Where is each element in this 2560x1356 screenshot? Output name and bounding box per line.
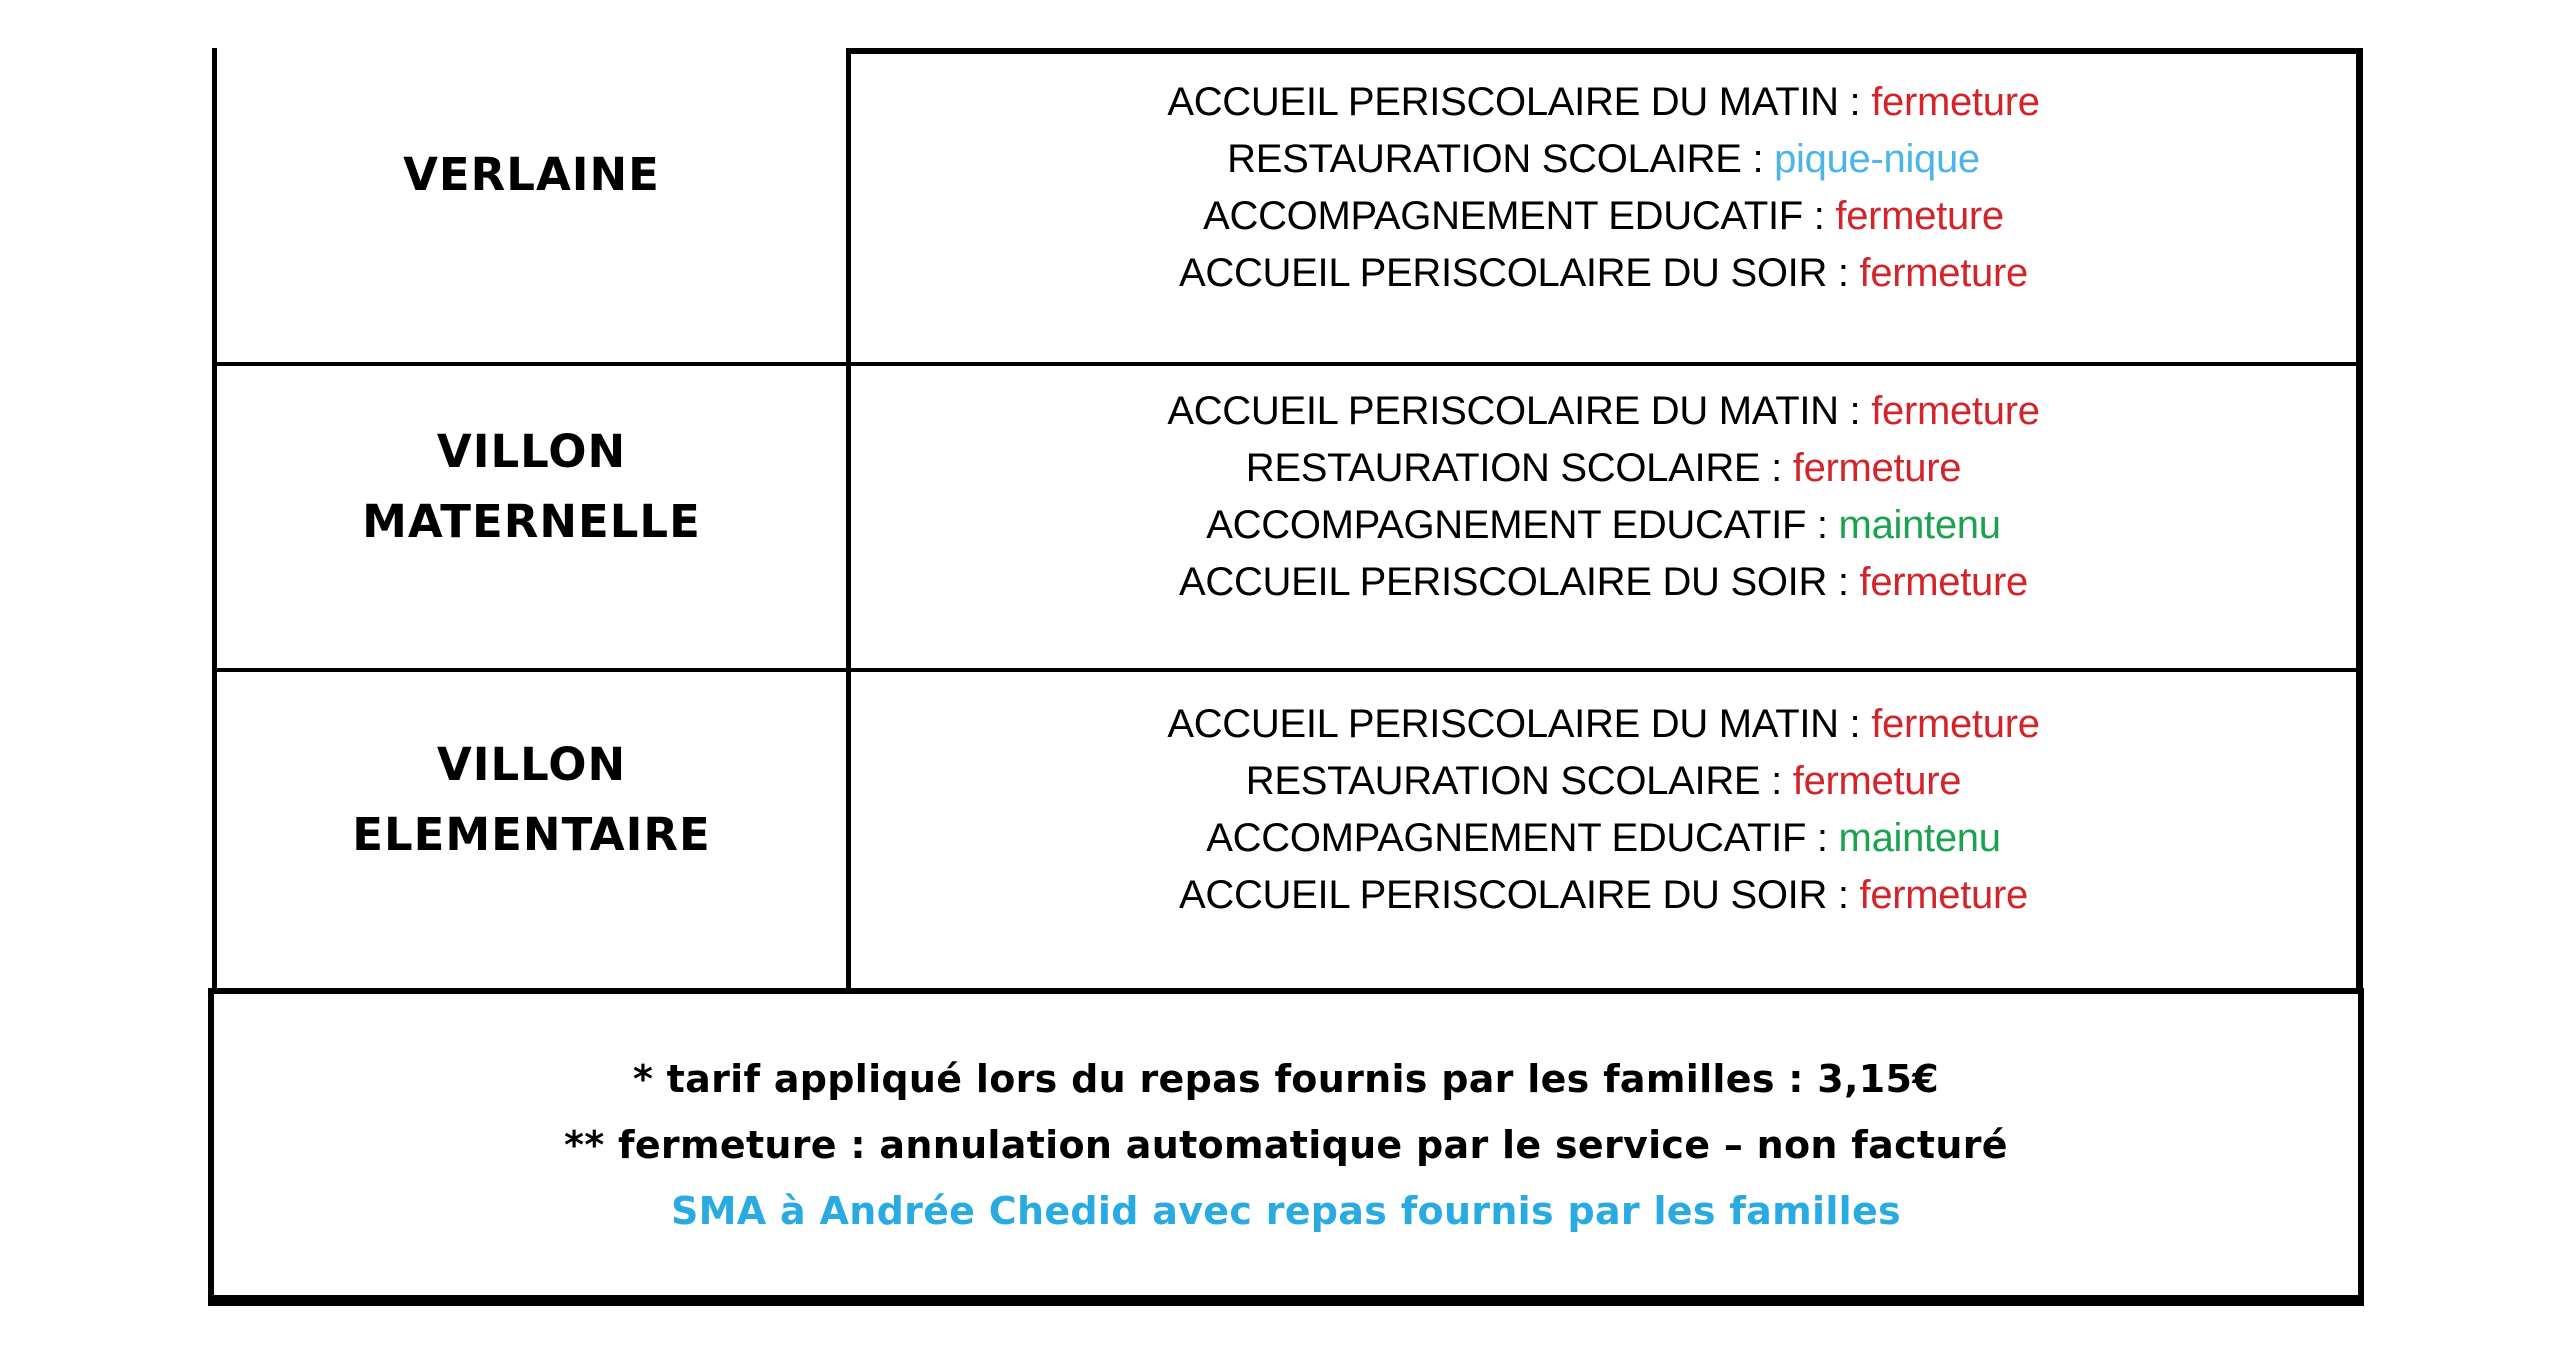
school-name-line: VERLAINE bbox=[403, 148, 660, 201]
service-line bbox=[1246, 440, 1961, 497]
service-status: maintenu bbox=[1838, 816, 2001, 860]
service-label: RESTAURATION SCOLAIRE bbox=[1227, 137, 1742, 181]
service-label: RESTAURATION SCOLAIRE bbox=[1245, 446, 1761, 490]
separator: : bbox=[1827, 251, 1860, 295]
service-line bbox=[1167, 696, 2039, 753]
service-status: fermeture bbox=[1859, 873, 2028, 917]
service-line bbox=[1227, 131, 1980, 188]
table-row-villon-maternelle bbox=[212, 366, 2356, 672]
separator: : bbox=[1838, 702, 1872, 746]
table-row-villon-elementaire bbox=[212, 672, 2356, 988]
footnote-fermeture: ** fermeture : annulation automatique par le service – non facturé bbox=[564, 1122, 2008, 1167]
school-name-line: MATERNELLE bbox=[362, 495, 701, 548]
footnote-tarif: * tarif appliqué lors du repas fournis par les familles : 3,15€ bbox=[632, 1056, 1939, 1101]
service-status: fermeture bbox=[1871, 389, 2040, 433]
services-cell bbox=[846, 672, 2356, 988]
separator: : bbox=[1838, 389, 1872, 433]
service-line bbox=[1203, 188, 2004, 245]
school-name-cell bbox=[212, 48, 846, 362]
service-line bbox=[1167, 383, 2039, 440]
separator: : bbox=[1760, 759, 1793, 803]
school-name-cell bbox=[212, 672, 846, 988]
separator: : bbox=[1802, 194, 1836, 238]
service-line bbox=[1179, 867, 2028, 924]
separator: : bbox=[1838, 80, 1872, 124]
service-line bbox=[1167, 74, 2039, 131]
service-status: pique-nique bbox=[1774, 137, 1980, 181]
service-label: ACCUEIL PERISCOLAIRE DU SOIR bbox=[1179, 560, 1828, 604]
service-label: ACCOMPAGNEMENT EDUCATIF bbox=[1206, 816, 1807, 860]
service-line bbox=[1206, 497, 2000, 554]
service-status: maintenu bbox=[1838, 503, 2001, 547]
service-label: ACCUEIL PERISCOLAIRE DU MATIN bbox=[1167, 702, 1839, 746]
separator: : bbox=[1806, 816, 1839, 860]
service-label: ACCUEIL PERISCOLAIRE DU MATIN bbox=[1167, 389, 1839, 433]
footnote-sma: SMA à Andrée Chedid avec repas fournis par les familles bbox=[671, 1188, 1901, 1233]
service-line bbox=[1246, 753, 1961, 810]
service-status: fermeture bbox=[1871, 702, 2040, 746]
school-name-line: VILLON bbox=[436, 425, 627, 478]
service-status: fermeture bbox=[1871, 80, 2040, 124]
service-label: ACCUEIL PERISCOLAIRE DU SOIR bbox=[1179, 873, 1828, 917]
school-name-line: ELEMENTAIRE bbox=[352, 808, 711, 861]
service-status: fermeture bbox=[1835, 194, 2004, 238]
services-cell bbox=[846, 48, 2356, 362]
service-status: fermeture bbox=[1792, 759, 1962, 803]
service-label: ACCUEIL PERISCOLAIRE DU MATIN bbox=[1167, 80, 1839, 124]
service-label: ACCUEIL PERISCOLAIRE DU SOIR bbox=[1179, 251, 1828, 295]
table-row-verlaine bbox=[212, 48, 2356, 366]
services-cell bbox=[846, 366, 2356, 668]
service-line bbox=[1206, 810, 2000, 867]
service-line bbox=[1179, 554, 2028, 611]
school-name-cell bbox=[212, 366, 846, 668]
footnotes-box bbox=[208, 988, 2364, 1306]
separator: : bbox=[1741, 137, 1775, 181]
schools-table bbox=[212, 48, 2363, 988]
separator: : bbox=[1760, 446, 1793, 490]
service-label: ACCOMPAGNEMENT EDUCATIF bbox=[1203, 194, 1803, 238]
service-line bbox=[1179, 245, 2028, 302]
service-status: fermeture bbox=[1859, 251, 2028, 295]
service-label: ACCOMPAGNEMENT EDUCATIF bbox=[1206, 503, 1807, 547]
separator: : bbox=[1827, 560, 1860, 604]
separator: : bbox=[1827, 873, 1860, 917]
service-status: fermeture bbox=[1792, 446, 1962, 490]
separator: : bbox=[1806, 503, 1839, 547]
service-label: RESTAURATION SCOLAIRE bbox=[1245, 759, 1761, 803]
service-status: fermeture bbox=[1859, 560, 2028, 604]
school-name-line: VILLON bbox=[436, 738, 627, 791]
